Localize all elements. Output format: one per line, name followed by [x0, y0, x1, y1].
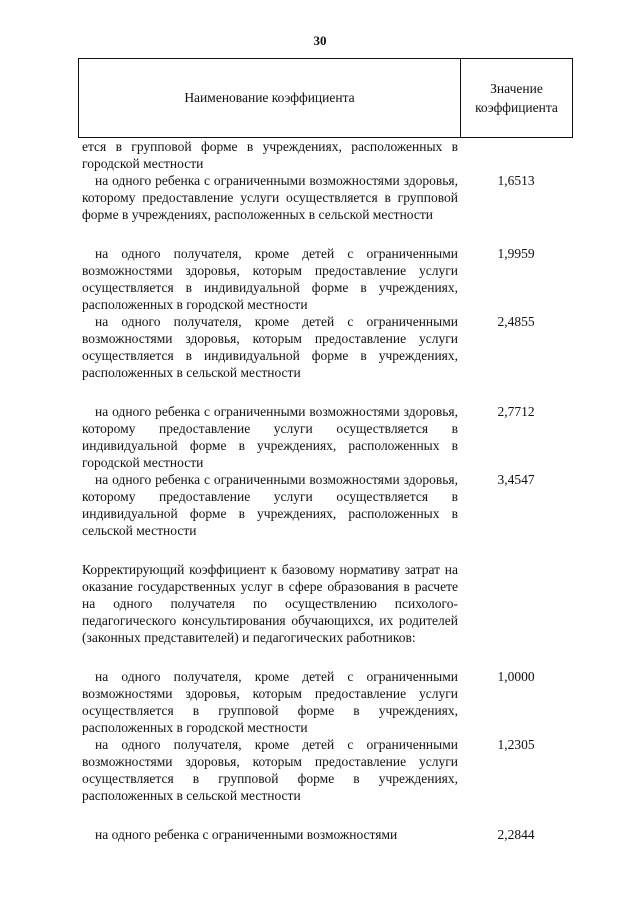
coefficient-table-body	[0, 138, 640, 843]
header-coefficient-value	[461, 59, 572, 137]
table-row	[0, 736, 640, 804]
header-value-line2: коэффициента	[475, 100, 558, 115]
row-text: на одного получателя, кроме детей с ограниченными возможностями здоровья, которым предоставление услуги осуществляется в групповой форме в учреждениях, расположенных в городской местности	[82, 669, 458, 735]
row-value: 1,9959	[497, 246, 535, 261]
row-value: 2,7712	[497, 404, 535, 419]
row-value: 1,2305	[497, 737, 535, 752]
page-number: 30	[313, 33, 327, 48]
table-row	[0, 138, 640, 172]
row-value: 3,4547	[497, 472, 535, 487]
table-row	[0, 403, 640, 471]
row-text: на одного получателя, кроме детей с ограниченными возможностями здоровья, которым предоставление услуги осуществляется в групповой форме в учреждениях, расположенных в сельской местности	[82, 737, 458, 803]
row-text: на одного ребенка с ограниченными возможностями здоровья, которому предоставление услуги осуществляется в групповой форме в учреждениях, расположенных в сельской местности	[82, 173, 458, 222]
table-row	[0, 172, 640, 223]
row-value: 1,0000	[497, 669, 535, 684]
row-text: на одного получателя, кроме детей с ограниченными возможностями здоровья, которым предоставление услуги осуществляется в индивидуальной форме в учреждениях, расположенных в городской местности	[82, 246, 458, 312]
table-row	[0, 668, 640, 736]
table-row-section-heading	[0, 561, 640, 646]
row-text: на одного ребенка с ограниченными возможностями	[95, 827, 398, 842]
row-text: на одного ребенка с ограниченными возможностями здоровья, которому предоставление услуги осуществляется в индивидуальной форме в учреждениях, расположенных в сельской местности	[82, 472, 458, 538]
table-row	[0, 826, 640, 843]
row-text: Корректирующий коэффициент к базовому нормативу затрат на оказание государственных услуг в сфере образования в расчете на одного получателя по осуществлению психолого-педагогического консультирования обучающихся, их родителей (законных представителей) и педагогических работников:	[82, 562, 458, 645]
header-value-line1: Значение	[490, 81, 543, 96]
table-row	[0, 471, 640, 539]
row-value: 1,6513	[497, 173, 535, 188]
header-coefficient-name: Наименование коэффициента	[79, 59, 461, 137]
row-value: 2,4855	[497, 314, 535, 329]
table-row	[0, 313, 640, 381]
row-text: на одного ребенка с ограниченными возможностями здоровья, которому предоставление услуги осуществляется в индивидуальной форме в учреждениях, расположенных в городской местности	[82, 404, 458, 470]
table-header	[78, 58, 573, 138]
row-text: на одного получателя, кроме детей с ограниченными возможностями здоровья, которым предоставление услуги осуществляется в индивидуальной форме в учреждениях, расположенных в сельской местности	[82, 314, 458, 380]
row-text: ется в групповой форме в учреждениях, расположенных в городской местности	[82, 139, 458, 171]
table-row	[0, 245, 640, 313]
row-value: 2,2844	[497, 827, 535, 842]
